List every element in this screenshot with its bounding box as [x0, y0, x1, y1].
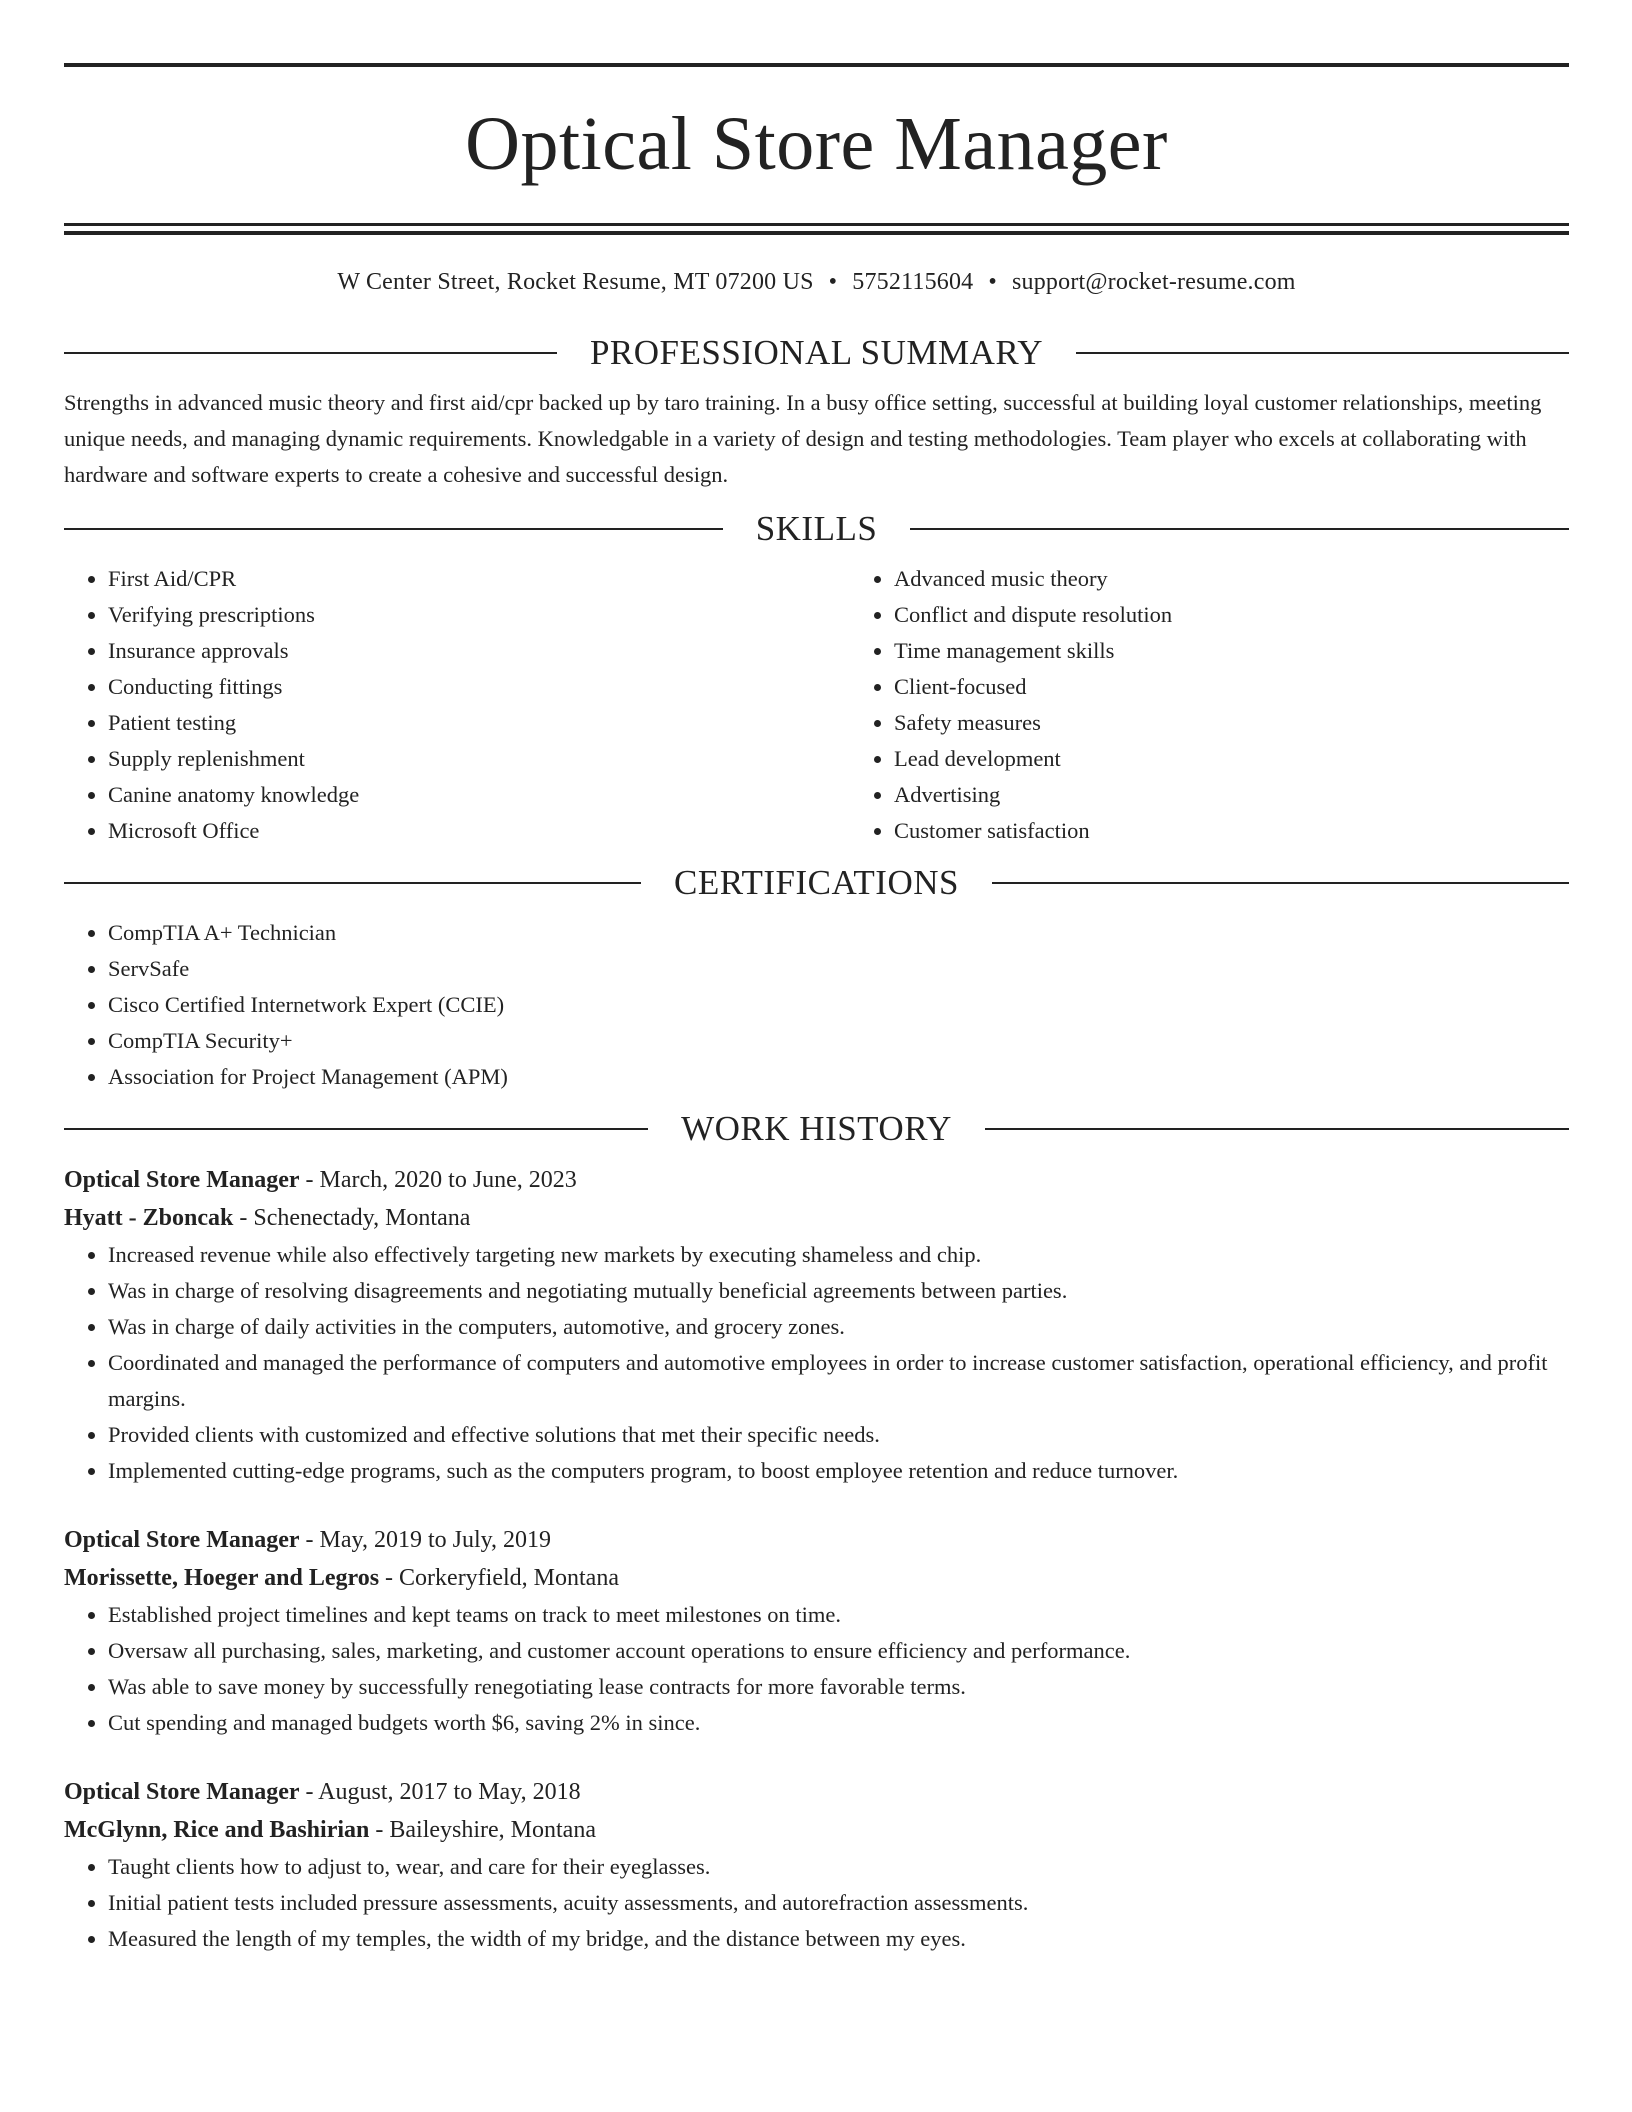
- job-dates: - March, 2020 to June, 2023: [299, 1167, 577, 1193]
- skills-grid: [64, 561, 1569, 849]
- skill-item: • Advertising: [894, 777, 1632, 813]
- job-bullet: • Was in charge of resolving disagreements and negotiating mutually beneficial agreements between parties.: [108, 1273, 1569, 1309]
- heading-rule: [1076, 352, 1569, 354]
- job-bullet: • Established project timelines and kept teams on track to meet milestones on time.: [108, 1597, 1569, 1633]
- skill-item: • First Aid/CPR: [108, 561, 850, 597]
- section-heading-work-history: [64, 1107, 1569, 1151]
- skill-item: • Insurance approvals: [108, 633, 850, 669]
- job-entry: [64, 1521, 1569, 1741]
- certification-item: • CompTIA Security+: [108, 1023, 1569, 1059]
- heading-rule: [985, 1128, 1569, 1130]
- heading-rule: [64, 528, 723, 530]
- job-title-line: [64, 1773, 1569, 1811]
- contact-separator: •: [988, 269, 997, 295]
- section-heading-skills: [64, 507, 1569, 551]
- job-title-line: [64, 1521, 1569, 1559]
- job-dates: - August, 2017 to May, 2018: [299, 1779, 581, 1805]
- contact-phone: 5752115604: [852, 269, 974, 295]
- job-bullet: • Initial patient tests included pressure assessments, acuity assessments, and autorefraction assessments.: [108, 1885, 1569, 1921]
- job-dates: - May, 2019 to July, 2019: [299, 1527, 552, 1553]
- contact-email: support@rocket-resume.com: [1011, 269, 1296, 295]
- job-bullet: • Coordinated and managed the performance of computers and automotive employees in order to increase customer satisfaction, operational efficiency, and profit margins.: [108, 1345, 1569, 1417]
- double-rule: [64, 223, 1569, 234]
- job-bullets: [64, 1237, 1569, 1489]
- job-company: Hyatt - Zboncak: [64, 1205, 234, 1231]
- resume-page: [64, 63, 1569, 1957]
- section-title: CERTIFICATIONS: [674, 863, 959, 902]
- heading-rule: [64, 882, 641, 884]
- certification-item: • ServSafe: [108, 951, 1569, 987]
- skill-item: • Time management skills: [894, 633, 1632, 669]
- skill-item: • Advanced music theory: [894, 561, 1632, 597]
- job-location: - Baileyshire, Montana: [369, 1817, 596, 1843]
- top-rule: [64, 63, 1569, 67]
- job-title: Optical Store Manager: [64, 1527, 300, 1553]
- skill-item: • Conflict and dispute resolution: [894, 597, 1632, 633]
- section-heading-summary: [64, 331, 1569, 375]
- resume-name: Optical Store Manager: [465, 102, 1168, 186]
- heading-rule: [910, 528, 1569, 530]
- job-bullet: • Cut spending and managed budgets worth $6, saving 2% in since.: [108, 1705, 1569, 1741]
- heading-rule: [992, 882, 1569, 884]
- job-entry: [64, 1773, 1569, 1957]
- certification-item: • CompTIA A+ Technician: [108, 915, 1569, 951]
- job-company-line: [64, 1811, 1569, 1849]
- job-title: Optical Store Manager: [64, 1779, 300, 1805]
- job-company-line: [64, 1559, 1569, 1597]
- section-heading-certifications: [64, 861, 1569, 905]
- summary-text: Strengths in advanced music theory and first aid/cpr backed up by taro training. In a busy office setting, successful at building loyal customer relationships, meeting unique needs, and managing dynamic requirements. Knowledgable in a variety of design and testing methodologies. Team player who excels at collaborating with hardware and software experts to create a cohesive and successful design.: [64, 390, 1542, 487]
- contact-address: W Center Street, Rocket Resume, MT 07200 US: [337, 269, 814, 295]
- job-title: Optical Store Manager: [64, 1167, 300, 1193]
- skill-item: • Canine anatomy knowledge: [108, 777, 850, 813]
- skill-item: • Patient testing: [108, 705, 850, 741]
- skill-item: • Lead development: [894, 741, 1632, 777]
- job-bullet: • Oversaw all purchasing, sales, marketing, and customer account operations to ensure efficiency and performance.: [108, 1633, 1569, 1669]
- skills-list-right: [850, 561, 1632, 849]
- job-bullet: • Provided clients with customized and effective solutions that met their specific needs.: [108, 1417, 1569, 1453]
- job-company-line: [64, 1199, 1569, 1237]
- job-company: McGlynn, Rice and Bashirian: [64, 1817, 370, 1843]
- skill-item: • Safety measures: [894, 705, 1632, 741]
- skill-item: • Customer satisfaction: [894, 813, 1632, 849]
- skills-list-left: [64, 561, 850, 849]
- heading-rule: [64, 352, 557, 354]
- heading-rule: [64, 1128, 648, 1130]
- skill-item: • Conducting fittings: [108, 669, 850, 705]
- job-bullet: • Taught clients how to adjust to, wear, and care for their eyeglasses.: [108, 1849, 1569, 1885]
- job-bullet: • Implemented cutting-edge programs, such as the computers program, to boost employee retention and reduce turnover.: [108, 1453, 1569, 1489]
- skill-item: • Verifying prescriptions: [108, 597, 850, 633]
- section-title: SKILLS: [755, 509, 878, 548]
- job-entry: [64, 1161, 1569, 1489]
- skill-item: • Client-focused: [894, 669, 1632, 705]
- job-bullets: [64, 1849, 1569, 1957]
- section-title: PROFESSIONAL SUMMARY: [589, 333, 1044, 372]
- job-location: - Schenectady, Montana: [233, 1205, 471, 1231]
- section-title: WORK HISTORY: [681, 1109, 952, 1148]
- contact-line: [64, 267, 1569, 297]
- job-title-line: [64, 1161, 1569, 1199]
- job-bullet: • Measured the length of my temples, the width of my bridge, and the distance between my eyes.: [108, 1921, 1569, 1957]
- skill-item: • Microsoft Office: [108, 813, 850, 849]
- job-location: - Corkeryfield, Montana: [379, 1565, 619, 1591]
- certification-item: • Association for Project Management (APM): [108, 1059, 1569, 1095]
- job-bullet: • Increased revenue while also effectively targeting new markets by executing shameless and chip.: [108, 1237, 1569, 1273]
- certification-item: • Cisco Certified Internetwork Expert (CCIE): [108, 987, 1569, 1023]
- job-bullet: • Was in charge of daily activities in the computers, automotive, and grocery zones.: [108, 1309, 1569, 1345]
- certifications-list: [64, 915, 1569, 1095]
- contact-separator: •: [828, 269, 838, 295]
- job-bullets: [64, 1597, 1569, 1741]
- job-bullet: • Was able to save money by successfully renegotiating lease contracts for more favorable terms.: [108, 1669, 1569, 1705]
- job-company: Morissette, Hoeger and Legros: [64, 1565, 380, 1591]
- skill-item: • Supply replenishment: [108, 741, 850, 777]
